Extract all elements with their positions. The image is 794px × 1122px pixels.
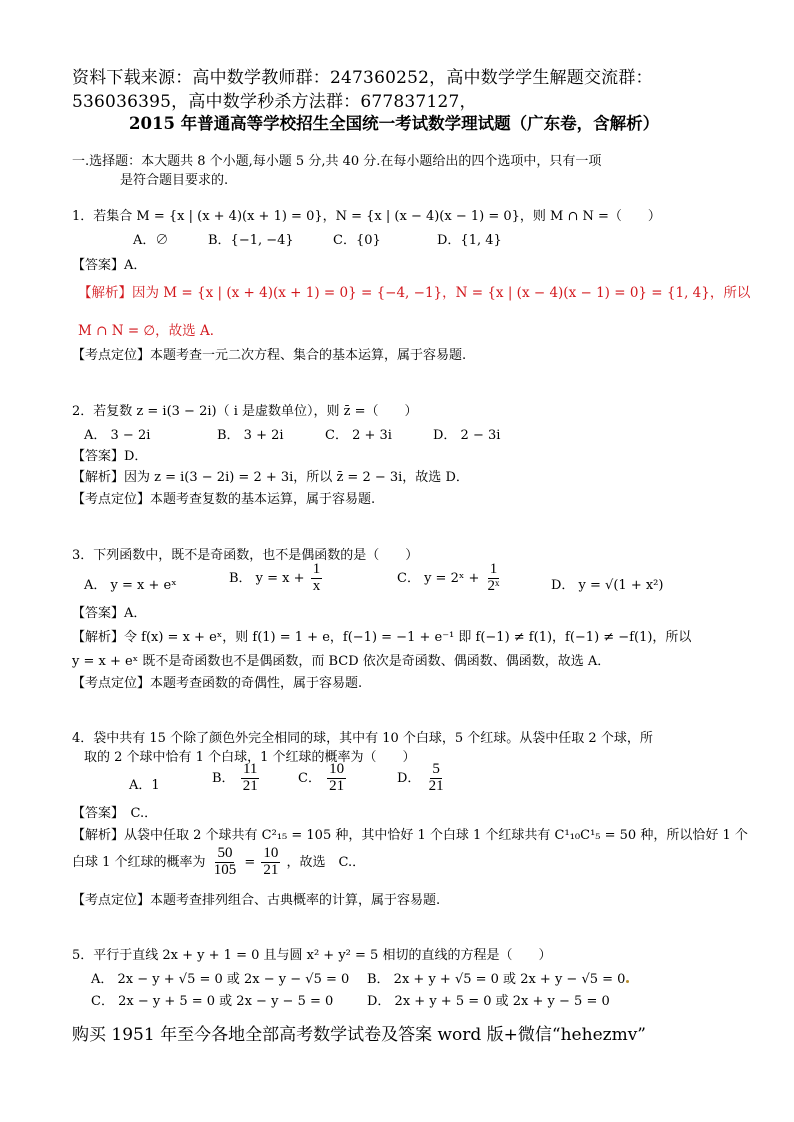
equals-sign: = [244,854,256,870]
q3-option-c-fraction [486,562,502,595]
q2-point: 【考点定位】本题考查复数的基本运算，属于容易题. [72,492,376,507]
fraction-numerator: 50 [217,845,233,861]
q1-option-c: C．{0} [333,233,381,248]
header-source-line-2: 536036395，高中数学秒杀方法群：677837127， [72,92,477,112]
q1-option-b: B．{−1, −4} [208,233,294,248]
q3-option-d: D． y = √(1 + x²) [551,578,664,593]
fraction-denominator: 2ˣ [487,577,500,594]
q4-analysis-fraction-2 [261,846,280,879]
q1-analysis-line-1: 【解析】因为 M = {x | (x + 4)(x + 1) = 0} = {−4, −1}，N = {x | (x − 4)(x − 1) = 0} = {1, 4}，所以 [78,285,751,301]
q2-option-a: A． 3 − 2i [84,428,151,443]
q4-analysis-conclusion: ，故选 C.． [286,854,366,870]
q3-analysis-line-1: 【解析】令 f(x) = x + eˣ，则 f(1) = 1 + e，f(−1) = −1 + e⁻¹ 即 f(−1) ≠ f(1)，f(−1) ≠ −f(1)，所以 [72,630,692,645]
fraction-numerator: 1 [489,561,498,577]
q2-option-b: B． 3 + 2i [217,428,284,443]
q4-option-b-label: B． [212,770,235,786]
q2-option-c: C． 2 + 3i [325,428,392,443]
fraction-denominator: 21 [263,861,279,878]
fraction-denominator: 105 [213,861,237,878]
q4-stem-line-2: 取的 2 个球中恰有 1 个白球，1 个红球的概率为（ ） [84,750,416,765]
q3-stem: 3．下列函数中，既不是奇函数，也不是偶函数的是（ ） [72,548,419,563]
q4-point: 【考点定位】本题考查排列组合、古典概率的计算，属于容易题. [72,893,441,908]
q1-point: 【考点定位】本题考查一元二次方程、集合的基本运算，属于容易题. [72,348,467,363]
q5-option-a: A． 2x − y + √5 = 0 或 2x − y − √5 = 0 [91,972,350,987]
q4-option-a: A．1 [129,778,160,793]
q3-option-a: A． y = x + eˣ [84,578,177,593]
q3-option-c-text: C． y = 2ˣ + [397,570,480,586]
q2-answer: 【答案】D． [72,449,148,464]
q3-point: 【考点定位】本题考查函数的奇偶性，属于容易题. [72,676,363,691]
q3-option-b-text: B． y = x + [229,570,305,586]
section-intro-line-2: 是符合题目要求的. [120,173,229,188]
q4-option-c-fraction [327,762,346,795]
q4-analysis-fraction-1 [212,846,239,879]
q3-analysis-line-2: y = x + eˣ 既不是奇函数也不是偶函数，而 BCD 依次是奇函数、偶函数、偶函数，故选 A． [72,654,611,669]
q5-option-d: D． 2x + y + 5 = 0 或 2x + y − 5 = 0 [367,994,610,1009]
q4-analysis-line-2 [72,846,365,879]
section-intro-line-1: 一.选择题：本大题共 8 个小题,每小题 5 分,共 40 分.在每小题给出的四个选项中，只有一项 [72,154,602,169]
q4-option-b-fraction [241,762,260,795]
page-title: 2015 年普通高等学校招生全国统一考试数学理试题（广东卷，含解析） [129,114,660,133]
fraction-denominator: 21 [428,777,444,794]
q4-analysis-line-1: 【解析】从袋中任取 2 个球共有 C²₁₅ = 105 种，其中恰好 1 个白球 1 个红球共有 C¹₁₀C¹₅ = 50 种，所以恰好 1 个 [72,828,748,843]
fraction-denominator: 21 [242,777,258,794]
q4-option-d [397,762,448,795]
q1-answer: 【答案】A． [72,258,147,273]
header-source-line-1: 资料下载来源：高中数学教师群：247360252，高中数学学生解题交流群： [72,68,653,88]
q1-stem: 1．若集合 M = {x | (x + 4)(x + 1) = 0}，N = {x | (x − 4)(x − 1) = 0}，则 M ∩ N =（ ） [72,209,661,224]
fraction-numerator: 11 [242,761,258,777]
fraction-denominator: 21 [329,777,345,794]
q4-option-d-label: D． [397,770,421,786]
q5-option-c: C． 2x − y + 5 = 0 或 2x − y − 5 = 0 [91,994,334,1009]
fraction-denominator: x [312,577,321,594]
fraction-numerator: 5 [432,761,440,777]
q2-analysis: 【解析】因为 z = i(3 − 2i) = 2 + 3i，所以 z̄ = 2 − 3i，故选 D． [72,470,469,485]
q1-option-a: A．∅ [133,233,169,248]
q4-option-d-fraction [427,762,446,795]
q3-answer: 【答案】A． [72,606,147,621]
q2-option-d: D． 2 − 3i [433,428,501,443]
q3-option-b [229,562,324,595]
q2-stem: 2．若复数 z = i(3 − 2i)（ i 是虚数单位），则 z̄ =（ ） [72,404,418,419]
q5-stem: 5．平行于直线 2x + y + 1 = 0 且与圆 x² + y² = 5 相切的直线的方程是（ ） [72,948,552,963]
q3-option-b-fraction [311,562,323,595]
q4-analysis-text: 白球 1 个红球的概率为 [72,854,206,870]
q4-answer: 【答案】 C.． [72,806,158,821]
q3-option-c [397,562,503,595]
fraction-numerator: 10 [263,845,279,861]
q4-option-c [298,762,348,795]
q1-analysis-line-2: M ∩ N = ∅，故选 A． [78,323,224,339]
fraction-numerator: 10 [329,761,345,777]
q4-option-b [212,762,262,795]
stray-dot-mark [626,980,629,983]
q5-option-b: B． 2x + y + √5 = 0 或 2x + y − √5 = 0 [367,972,626,987]
q4-stem-line-1: 4．袋中共有 15 个除了颜色外完全相同的球，其中有 10 个白球，5 个红球。从袋中任取 2 个球，所 [72,731,653,746]
footer-advert: 购买 1951 年至今各地全部高考数学试卷及答案 word 版+微信“hehezmv” [72,1025,646,1045]
q4-option-c-label: C． [298,770,321,786]
q1-option-d: D．{1, 4} [437,233,502,248]
fraction-numerator: 1 [312,561,321,577]
